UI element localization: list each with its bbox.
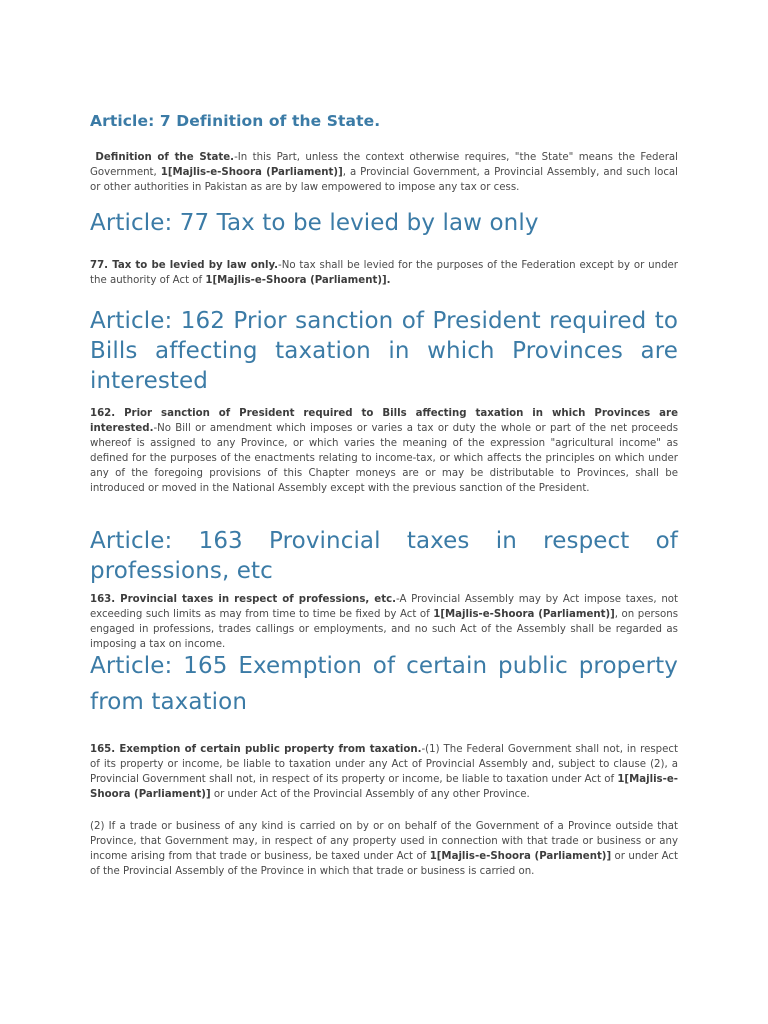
article-162-lead: 162. Prior sanction of President required to Bills affecting taxation in which Provinces are interested. — [90, 408, 678, 434]
article-77-heading: Article: 77 Tax to be levied by law only — [90, 210, 539, 236]
article-77-lead: 77. Tax to be levied by law only. — [90, 260, 279, 271]
article-163-lead: 163. Provincial taxes in respect of professions, etc. — [90, 594, 396, 605]
article-162-heading: Article: 162 Prior sanction of President required to Bills affecting taxation in which Provinces are interested — [90, 308, 678, 394]
article-7-lead: Definition of the State. — [95, 152, 235, 163]
article-165-heading: Article: 165 Exemption of certain public property from taxation — [90, 653, 678, 715]
article-7-body: Definition of the State.-In this Part, unless the context otherwise requires, "the State" means the Federal Government, 1[Majlis-e-Shoora (Parliament)], a Provincial Government, a Provincial Assembly, and such local or other authorities in Pakistan as are by law empowered to impose any tax or cess. — [90, 152, 679, 193]
article-7-section — [90, 112, 678, 195]
article-163-body: 163. Provincial taxes in respect of professions, etc.-A Provincial Assembly may by Act impose taxes, not exceeding such limits as may from time to time be fixed by Act of 1[Majlis-e-Shoora (Parliament)], on persons engaged in professions, trades callings or employments, and no such Act of the Assembly shall be regarded as imposing a tax on income. — [90, 594, 679, 650]
article-165-section — [90, 648, 678, 879]
article-165-body-2: (2) If a trade or business of any kind is carried on by or on behalf of the Government of a Province outside that Province, that Government may, in respect of any property used in connection with that trade or business or any income arising from that trade or business, be taxed under Act of 1[Majlis-e-Shoora (Parliament)] or under Act of the Provincial Assembly of the Province in which that trade or business is carried on. — [90, 821, 679, 877]
article-165-lead: 165. Exemption of certain public property from taxation. — [90, 744, 422, 755]
article-162-body: 162. Prior sanction of President required to Bills affecting taxation in which Provinces are interested.-No Bill or amendment which imposes or varies a tax or duty the whole or part of the net proceeds whereof is assigned to any Province, or which varies the meaning of the expression "agricultural income" as defined for the purposes of the enactments relating to income-tax, or which affects the principles on which under any of the foregoing provisions of this Chapter moneys are or may be distributable to Provinces, shall be introduced or moved in the National Assembly except with the previous sanction of the President. — [90, 408, 678, 494]
article-163-heading: Article: 163 Provincial taxes in respect of professions, etc — [90, 528, 678, 584]
article-163-section — [90, 526, 678, 652]
article-165-body-1: 165. Exemption of certain public property from taxation.-(1) The Federal Government shall not, in respect of its property or income, be liable to taxation under any Act of Provincial Assembly and, subject to clause (2), a Provincial Government shall not, in respect of its property or income, be liable to taxation under Act of 1[Majlis-e-Shoora (Parliament)] or under Act of the Provincial Assembly of any other Province. — [90, 744, 678, 800]
article-77-body: 77. Tax to be levied by law only.-No tax shall be levied for the purposes of the Federation except by or under the authority of Act of 1[Majlis-e-Shoora (Parliament)]. — [90, 260, 678, 286]
article-77-section — [90, 208, 678, 288]
article-162-section — [90, 306, 678, 496]
article-7-heading: Article: 7 Definition of the State. — [90, 112, 381, 130]
